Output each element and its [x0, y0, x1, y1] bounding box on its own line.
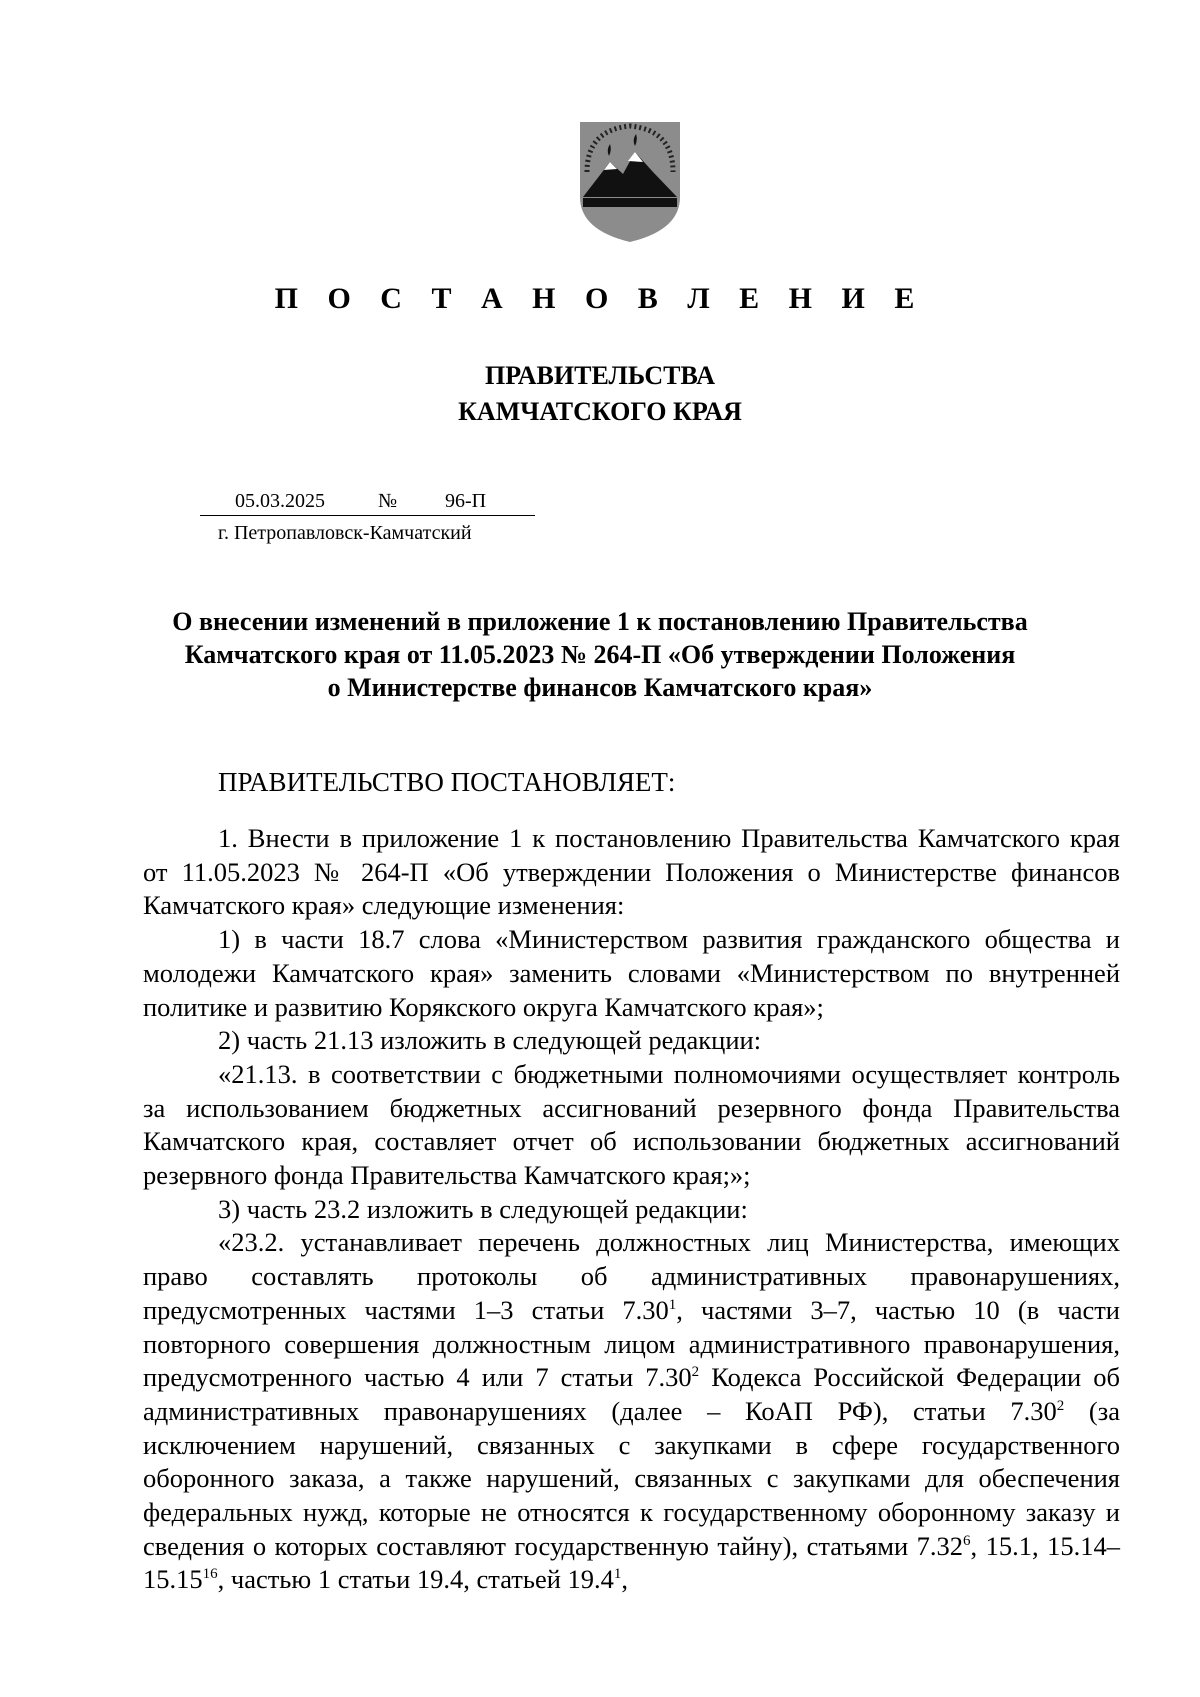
- date-number-line: [200, 490, 535, 516]
- subject-line-2: Камчатского края от 11.05.2023 № 264-П «Об утверждении Положения: [184, 640, 1016, 669]
- text-segment: , 15.1, 15.14–15.15: [143, 1530, 1120, 1595]
- superscript: 1: [613, 1566, 622, 1583]
- issuing-authority: [0, 358, 1200, 430]
- text-segment: ,: [621, 1564, 629, 1595]
- superscript: 16: [202, 1566, 218, 1583]
- underline: [200, 515, 535, 516]
- superscript: 2: [1056, 1398, 1065, 1415]
- kamchatka-coat-of-arms-icon: [575, 112, 685, 244]
- text-segment: , частью 1 статьи 19.4, статьей 19.4: [217, 1564, 614, 1595]
- paragraph-3: 2) часть 21.13 изложить в следующей редакции:: [218, 1025, 762, 1056]
- document-body: [143, 822, 1120, 1597]
- document-date: 05.03.2025: [235, 490, 325, 512]
- document-title: П О С Т А Н О В Л Е Н И Е: [274, 282, 926, 315]
- superscript: 6: [963, 1532, 971, 1549]
- decree-intro: ПРАВИТЕЛЬСТВО ПОСТАНОВЛЯЕТ:: [218, 767, 676, 797]
- text-segment: «23.2. устанавливает перечень должностных лиц Министерства, имеющих право составлять протоколы об административных правонарушениях, предусмотренных частями 1–3 статьи 7.30: [143, 1227, 1120, 1325]
- authority-line-1: ПРАВИТЕЛЬСТВА: [485, 361, 715, 390]
- superscript: 1: [668, 1297, 677, 1314]
- text-segment: Кодекса Российской Федерации об административных правонарушениях (далее – КоАП РФ), статьи 7.30: [143, 1362, 1120, 1426]
- text-segment: (за исключением нарушений, связанных с закупками в сфере государственного оборонного заказа, а также нарушений, связанных с закупками для обеспечения федеральных нужд, которые не относятся к государственному оборонному заказу и сведения о которых составляют государственную тайну), статьями 7.32: [143, 1395, 1120, 1561]
- number-sign: №: [378, 490, 398, 512]
- subject-line-3: о Министерстве финансов Камчатского края»: [327, 673, 873, 702]
- paragraph-4: «21.13. в соответствии с бюджетными полномочиями осуществляет контроль за использованием бюджетных ассигнований резервного фонда Правительства Камчатского края, составляет отчет об использовании бюджетных ассигнований резервного фонда Правительства Камчатского края;»;: [143, 1058, 1120, 1191]
- paragraph-5: 3) часть 23.2 изложить в следующей редакции:: [218, 1193, 748, 1224]
- authority-line-2: КАМЧАТСКОГО КРАЯ: [458, 397, 742, 426]
- document-city: г. Петропавловск-Камчатский: [218, 522, 472, 544]
- document-number: 96-П: [445, 490, 487, 512]
- text-segment: , частями 3–7, частью 10 (в части повторного совершения должностным лицом административного правонарушения, предусмотренного частью 4 или 7 статьи 7.30: [143, 1294, 1120, 1393]
- document-subject: [140, 605, 1060, 704]
- paragraph-6: [143, 1226, 1120, 1597]
- subject-line-1: О внесении изменений в приложение 1 к постановлению Правительства: [172, 607, 1028, 636]
- paragraph-2: 1) в части 18.7 слова «Министерством развития гражданского общества и молодежи Камчатского края» заменить словами «Министерством по внутренней политике и развитию Корякского округа Камчатского края»;: [143, 924, 1120, 1022]
- paragraph-1: 1. Внести в приложение 1 к постановлению Правительства Камчатского края от 11.05.2023 № 264-П «Об утверждении Положения о Министерстве финансов Камчатского края» следующие изменения:: [143, 823, 1120, 921]
- superscript: 2: [691, 1364, 700, 1381]
